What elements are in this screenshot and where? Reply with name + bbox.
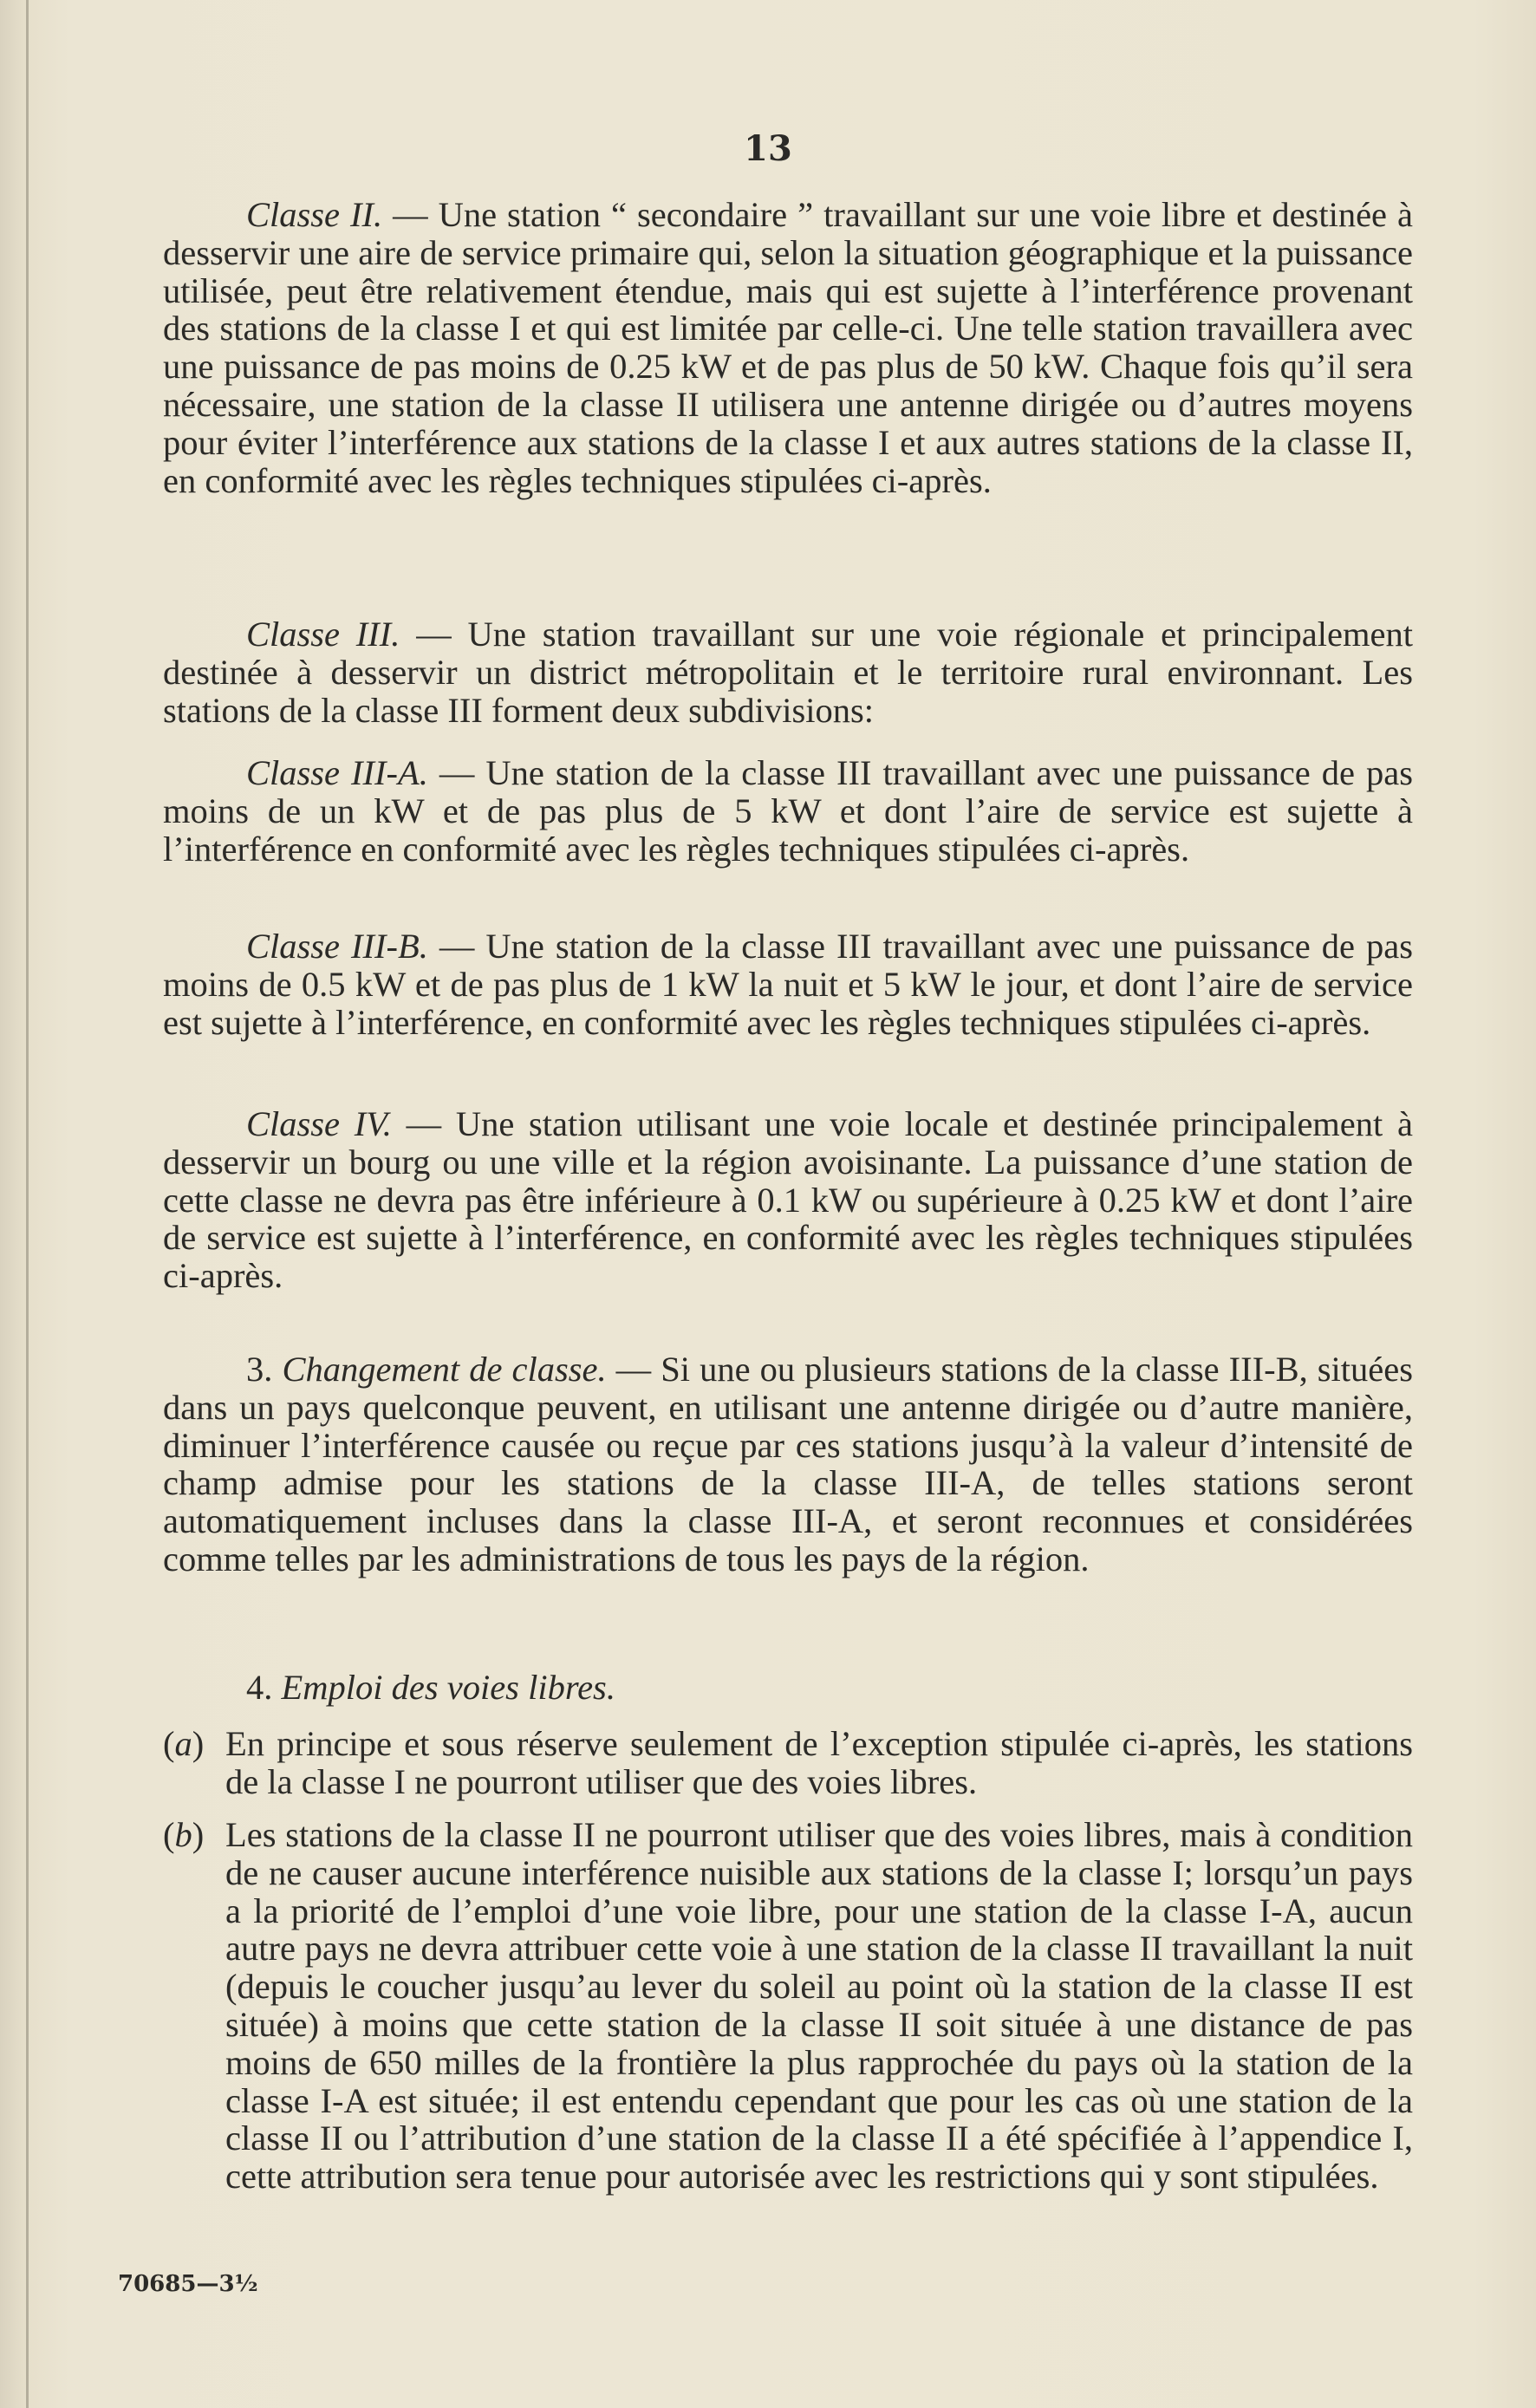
paragraph-classe-iv [163,1105,1413,1295]
section-3-text: — Si une ou plusieurs stations de la classe III-B, situées dans un pays quelconque peuvent, en utilisant une antenne dirigée ou d’autre manière, diminuer l’interférence causée ou reçue par ces stations jusqu’à la valeur d’intensité de champ admise pour les stations de la classe III-A, de telles stations seront automatiquement incluses dans la classe III-A, et seront reconnues et considérées comme telles par les administrations de tous les pays de la région. [163,1350,1413,1578]
paragraph-classe-iii-a [163,754,1413,868]
classe-iii-b-text: — Une station de la classe III travaillant avec une puissance de pas moins de 0.5 kW et de pas plus de 1 kW la nuit et 5 kW le jour, et dont l’aire de service est sujette à l’interférence, en conformité avec les règles techniques stipulées ci-après. [163,927,1414,1042]
classe-iii-label: Classe III. [246,615,400,654]
section-3-label: Changement de classe. [282,1350,607,1389]
item-b [163,1816,1413,2196]
paragraph-classe-iii [163,615,1413,729]
printer-code: 70685—3½ [118,2271,258,2297]
item-a-marker: (a) [163,1724,205,1763]
item-b-marker: (b) [163,1815,205,1854]
classe-iv-label: Classe IV. [246,1104,392,1143]
classe-iii-a-text: — Une station de la classe III travaillant avec une puissance de pas moins de un kW et de pas plus de 5 kW et dont l’aire de service est sujette à l’interférence en conformité avec les règles techniques stipulées ci-après. [163,753,1414,869]
classe-iii-b-label: Classe III-B. [246,927,428,966]
paragraph-classe-iii-b [163,927,1413,1041]
classe-ii-label: Classe II. [246,195,383,234]
section-4-number: 4. [246,1668,273,1707]
section-4-label: Emploi des voies libres. [281,1668,615,1707]
binding-edge [26,0,29,2408]
section-3-paragraph [163,1350,1413,1578]
classe-ii-text: — Une station “ secondaire ” travaillant sur une voie libre et destinée à desservir une aire de service primaire qui, selon la situation géographique et la puissance utilisée, peut être relativement étendue, mais qui est sujette à l’interférence provenant des stations de la classe I et qui est limitée par celle-ci. Une telle station travaillera avec une puissance de pas moins de 0.25 kW et de pas plus de 50 kW. Chaque fois qu’il sera nécessaire, une station de la classe II utilisera une antenne dirigée ou d’autres moyens pour éviter l’interférence aux stations de la classe I et aux autres stations de la classe II, en conformité avec les règles techniques stipulées ci-après. [163,195,1413,500]
classe-iii-text: — Une station travaillant sur une voie régionale et principalement destinée à desservir un district métropolitain et le territoire rural environnant. Les stations de la classe III forment deux subdivisions: [163,615,1413,730]
section-3-number: 3. [246,1350,273,1389]
classe-iii-a-label: Classe III-A. [246,753,428,792]
page-number: 13 [744,128,792,169]
paragraph-classe-ii [163,196,1413,499]
section-4-heading [163,1669,1413,1707]
item-a [163,1725,1413,1801]
classe-iv-text: — Une station utilisant une voie locale et destinée principalement à desservir un bourg ou une ville et la région avoisinante. La puissance d’une station de cette classe ne devra pas être inférieure à 0.1 kW ou supérieure à 0.25 kW et dont l’aire de service est sujette à l’interférence, en conformité avec les règles techniques stipulées ci-après. [163,1104,1413,1296]
item-b-text: Les stations de la classe II ne pourront utiliser que des voies libres, mais à condition de ne causer aucune interférence nuisible aux stations de la classe I; lorsqu’un pays a la priorité de l’emploi d’une voie libre, pour une station de la classe I-A, aucun autre pays ne devra attribuer cette voie à une station de la classe II travaillant la nuit (depuis le coucher jusqu’au lever du soleil au point où la station de la classe II est située) à moins que cette station de la classe II soit située à une distance de pas moins de 650 milles de la frontière la plus rapprochée du pays où la station de la classe I-A est située; il est entendu cependant que pour les cas où une station de la classe II ou l’attribution d’une station de la classe II a été spécifiée à l’appendice I, cette attribution sera tenue pour autorisée avec les restrictions qui y sont stipulées. [225,1815,1413,2196]
item-a-text: En principe et sous réserve seulement de l’exception stipulée ci-après, les stations de la classe I ne pourront utiliser que des voies libres. [225,1724,1413,1801]
